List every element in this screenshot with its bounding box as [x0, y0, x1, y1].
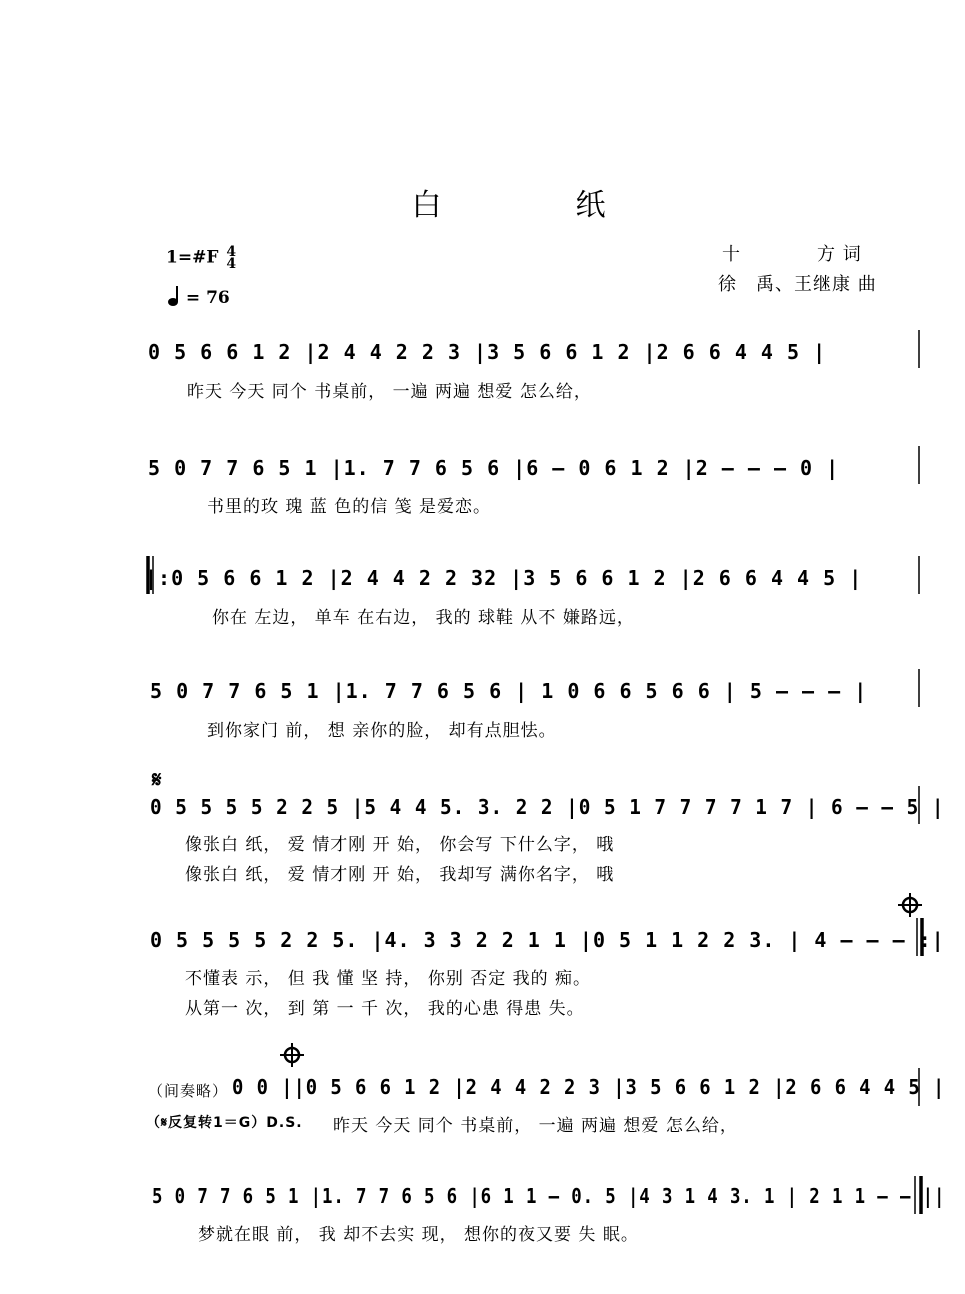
interlude-note: （间奏略） [148, 1082, 229, 1100]
score-row-8-notes: 5 0 7 7 6 5 1 |1. 7 7 6 5 6 |6 1 1 – 0. 5 |4 3 1 4 3. 1 | 2 1 1 – – || [152, 1184, 946, 1208]
score-row-1-notes: 0 5 6 6 1 2 |2 4 4 2 2 3 |3 5 6 6 1 2 |2 6 6 4 4 5 | [148, 340, 827, 364]
composer: 徐 禹、王继康 曲 [718, 274, 877, 295]
score-row-4-lyric: 到你家门 前， 想 亲你的脸， 却有点胆怯。 [207, 721, 557, 741]
score-row-5-lyric-2: 像张白 纸， 爱 情才刚 开 始， 我却写 满你名字， 哦 [185, 865, 615, 885]
score-row-6-lyric-1: 不懂表 示， 但 我 懂 坚 持， 你别 否定 我的 痴。 [185, 969, 592, 989]
score-row-2-notes: 5 0 7 7 6 5 1 |1. 7 7 6 5 6 |6 – 0 6 1 2 |2 – – – 0 | [148, 456, 840, 480]
score-row-4-notes: 5 0 7 7 6 5 1 |1. 7 7 6 5 6 | 1 0 6 6 5 6 6 | 5 – – – | [150, 679, 868, 703]
time-sig-top: 4 [226, 244, 237, 260]
ds-instruction: （𝄋反复转1＝G）D.S. [146, 1115, 303, 1131]
song-title: 白 纸 [411, 188, 658, 223]
score-row-5-lyric-1: 像张白 纸， 爱 情才刚 开 始， 你会写 下什么字， 哦 [185, 835, 615, 855]
score-row-8-lyric: 梦就在眼 前， 我 却不去实 现， 想你的夜又要 失 眠。 [198, 1225, 639, 1245]
score-row-7-lyric: 昨天 今天 同个 书桌前， 一遍 两遍 想爱 怎么给， [333, 1116, 738, 1136]
score-row-7-notes: 0 0 ||0 5 6 6 1 2 |2 4 4 2 2 3 |3 5 6 6 1 2 |2 6 6 4 4 5 | [232, 1075, 946, 1099]
tempo-value: = 76 [185, 288, 230, 308]
score-row-6-lyric-2: 从第一 次， 到 第 一 千 次， 我的心患 得患 失。 [185, 999, 585, 1019]
score-row-2-lyric: 书里的玫 瑰 蓝 色的信 笺 是爱恋。 [207, 497, 492, 517]
key-label: 1=#F [166, 247, 219, 268]
time-sig-bottom: 4 [226, 256, 237, 272]
score-row-3-lyric: 你在 左边， 单车 在右边， 我的 球鞋 从不 嫌路远， [212, 608, 635, 628]
score-row-6-notes: 0 5 5 5 5 2 2 5. |4. 3 3 2 2 1 1 |0 5 1 1 2 2 3. | 4 – – – :| [150, 928, 945, 952]
score-row-5-notes: 0 5 5 5 5 2 2 5 |5 4 4 5. 3. 2 2 |0 5 1 7 7 7 7 1 7 | 6 – – 5 | [150, 795, 945, 819]
lyricist: 十 方 词 [722, 244, 862, 265]
score-row-1-lyric: 昨天 今天 同个 书桌前， 一遍 两遍 想爱 怎么给， [187, 382, 592, 402]
segno-icon: 𝄋 [152, 768, 162, 793]
score-row-3-notes: |:0 5 6 6 1 2 |2 4 4 2 2 32 |3 5 6 6 1 2 |2 6 6 4 4 5 | [145, 566, 863, 590]
